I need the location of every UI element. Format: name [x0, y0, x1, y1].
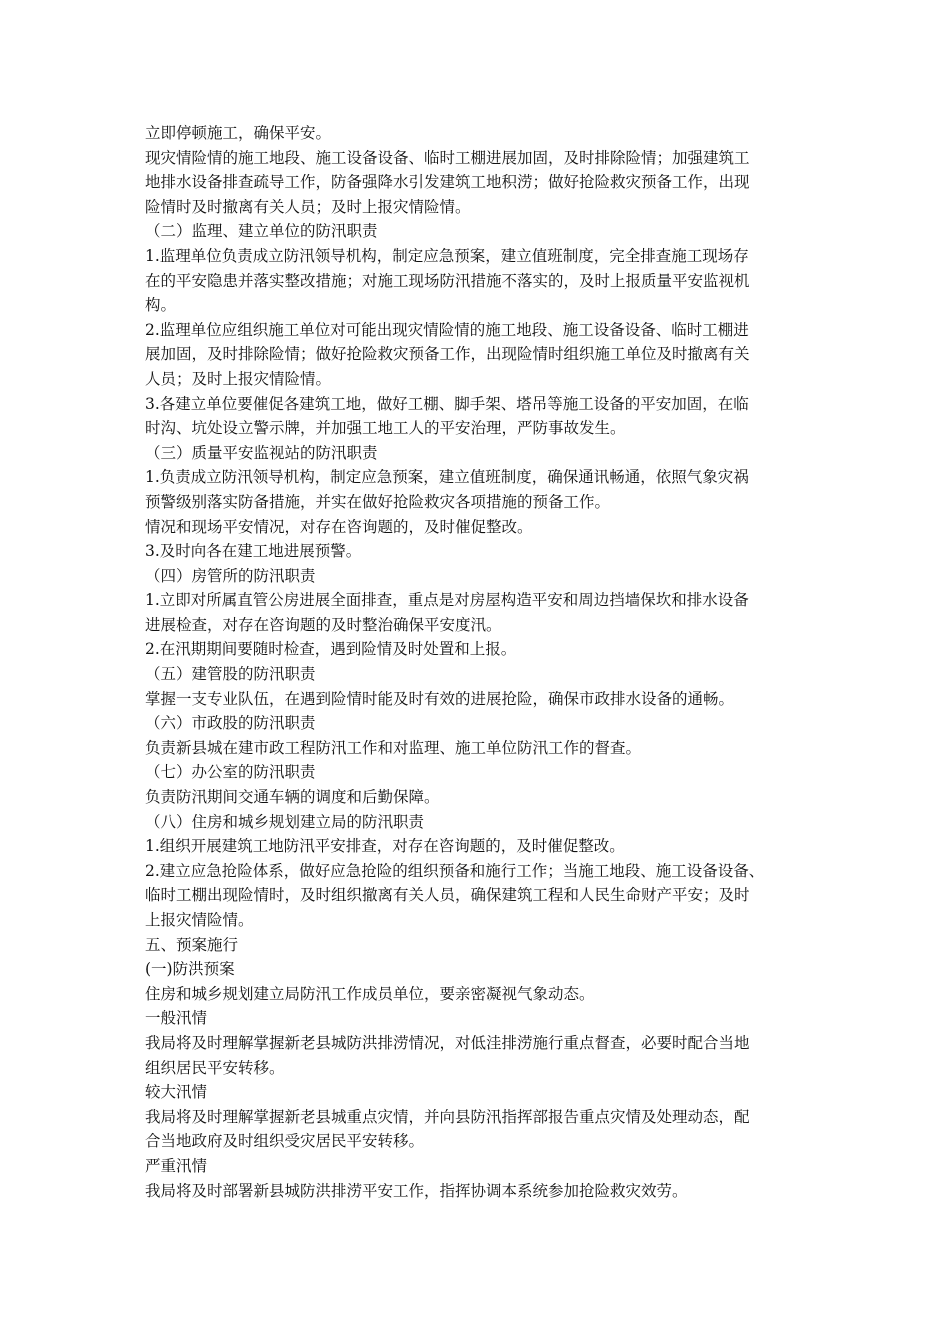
subheading: 较大汛情	[145, 1083, 208, 1102]
section-heading: 五、预案施行	[145, 935, 239, 954]
text-line: 预警级别落实防备措施，并实在做好抢险救灾各项措施的预备工作。	[145, 492, 611, 511]
text-line: 组织居民平安转移。	[145, 1058, 285, 1077]
text-line: 临时工棚出现险情时，及时组织撤离有关人员，确保建筑工程和人民生命财产平安；及时	[145, 886, 750, 905]
section-heading: （四）房管所的防汛职责	[145, 566, 316, 585]
text-line: 上报灾情险情。	[145, 911, 254, 929]
text-line: 我局将及时部署新县城防洪排涝平安工作，指挥协调本系统参加抢险救灾效劳。	[145, 1181, 688, 1200]
section-heading: （七）办公室的防汛职责	[145, 763, 316, 782]
section-heading: （五）建管股的防汛职责	[145, 665, 316, 684]
text-line: 住房和城乡规划建立局防汛工作成员单位，要亲密凝视气象动态。	[145, 984, 595, 1003]
text-line: 进展检查，对存在咨询题的及时整治确保平安度汛。	[145, 615, 502, 634]
text-line: 构。	[145, 296, 177, 315]
text-line: 2.监理单位应组织施工单位对可能出现灾情险情的施工地段、施工设备设备、临时工棚进	[145, 320, 749, 339]
text-line: 1.负责成立防汛领导机构，制定应急预案，建立值班制度，确保通讯畅通，依照气象灾祸	[145, 468, 749, 487]
section-heading: （八）住房和城乡规划建立局的防汛职责	[145, 812, 425, 831]
text-line: 现灾情险情的施工地段、施工设备设备、临时工棚进展加固，及时排除险情；加强建筑工	[145, 148, 750, 167]
text-line: 地排水设备排查疏导工作，防备强降水引发建筑工地积涝；做好抢险救灾预备工作，出现	[145, 173, 750, 192]
subheading: 严重汛情	[145, 1156, 208, 1175]
text-line: 我局将及时理解掌握新老县城防洪排涝情况，对低洼排涝施行重点督查，必要时配合当地	[145, 1033, 750, 1052]
text-line: 1.组织开展建筑工地防汛平安排查，对存在咨询题的，及时催促整改。	[145, 837, 625, 856]
text-line: 2.建立应急抢险体系，做好应急抢险的组织预备和施行工作；当施工地段、施工设备设备、	[145, 861, 765, 880]
text-line: 情况和现场平安情况，对存在咨询题的，及时催促整改。	[145, 517, 533, 536]
subheading: 一般汛情	[145, 1009, 208, 1028]
text-line: 1.监理单位负责成立防汛领导机构，制定应急预案，建立值班制度，完全排查施工现场存	[145, 246, 749, 265]
text-line: 我局将及时理解掌握新老县城重点灾情，并向县防汛指挥部报告重点灾情及处理动态，配	[145, 1107, 750, 1126]
text-line: 立即停顿施工，确保平安。	[145, 124, 332, 142]
text-line: 在的平安隐患并落实整改措施；对施工现场防汛措施不落实的，及时上报质量平安监视机	[145, 271, 750, 290]
text-line: 1.立即对所属直管公房进展全面排查，重点是对房屋构造平安和周边挡墙保坎和排水设备	[145, 591, 749, 610]
text-line: 3.各建立单位要催促各建筑工地，做好工棚、脚手架、塔吊等施工设备的平安加固，在临	[145, 394, 749, 413]
text-line: 负责防汛期间交通车辆的调度和后勤保障。	[145, 788, 440, 807]
text-line: 2.在汛期期间要随时检查，遇到险情及时处置和上报。	[145, 640, 517, 659]
text-line: 合当地政府及时组织受灾居民平安转移。	[145, 1132, 425, 1151]
text-line: 展加固，及时排除险情；做好抢险救灾预备工作，出现险情时组织施工单位及时撤离有关	[145, 345, 750, 364]
text-line: 负责新县城在建市政工程防汛工作和对监理、施工单位防汛工作的督查。	[145, 738, 642, 757]
text-line: 时沟、坑处设立警示牌，并加强工地工人的平安治理，严防事故发生。	[145, 419, 626, 438]
text-line: 3.及时向各在建工地进展预警。	[145, 542, 362, 561]
section-heading: （三）质量平安监视站的防汛职责	[145, 443, 378, 462]
text-line: 掌握一支专业队伍，在遇到险情时能及时有效的进展抢险，确保市政排水设备的通畅。	[145, 689, 735, 708]
section-heading: （六）市政股的防汛职责	[145, 714, 316, 733]
section-heading: (一)防洪预案	[145, 960, 235, 979]
document-body	[145, 121, 815, 1203]
text-line: 人员；及时上报灾情险情。	[145, 369, 332, 388]
text-line: 险情时及时撤离有关人员；及时上报灾情险情。	[145, 197, 471, 216]
section-heading: （二）监理、建立单位的防汛职责	[145, 222, 378, 241]
